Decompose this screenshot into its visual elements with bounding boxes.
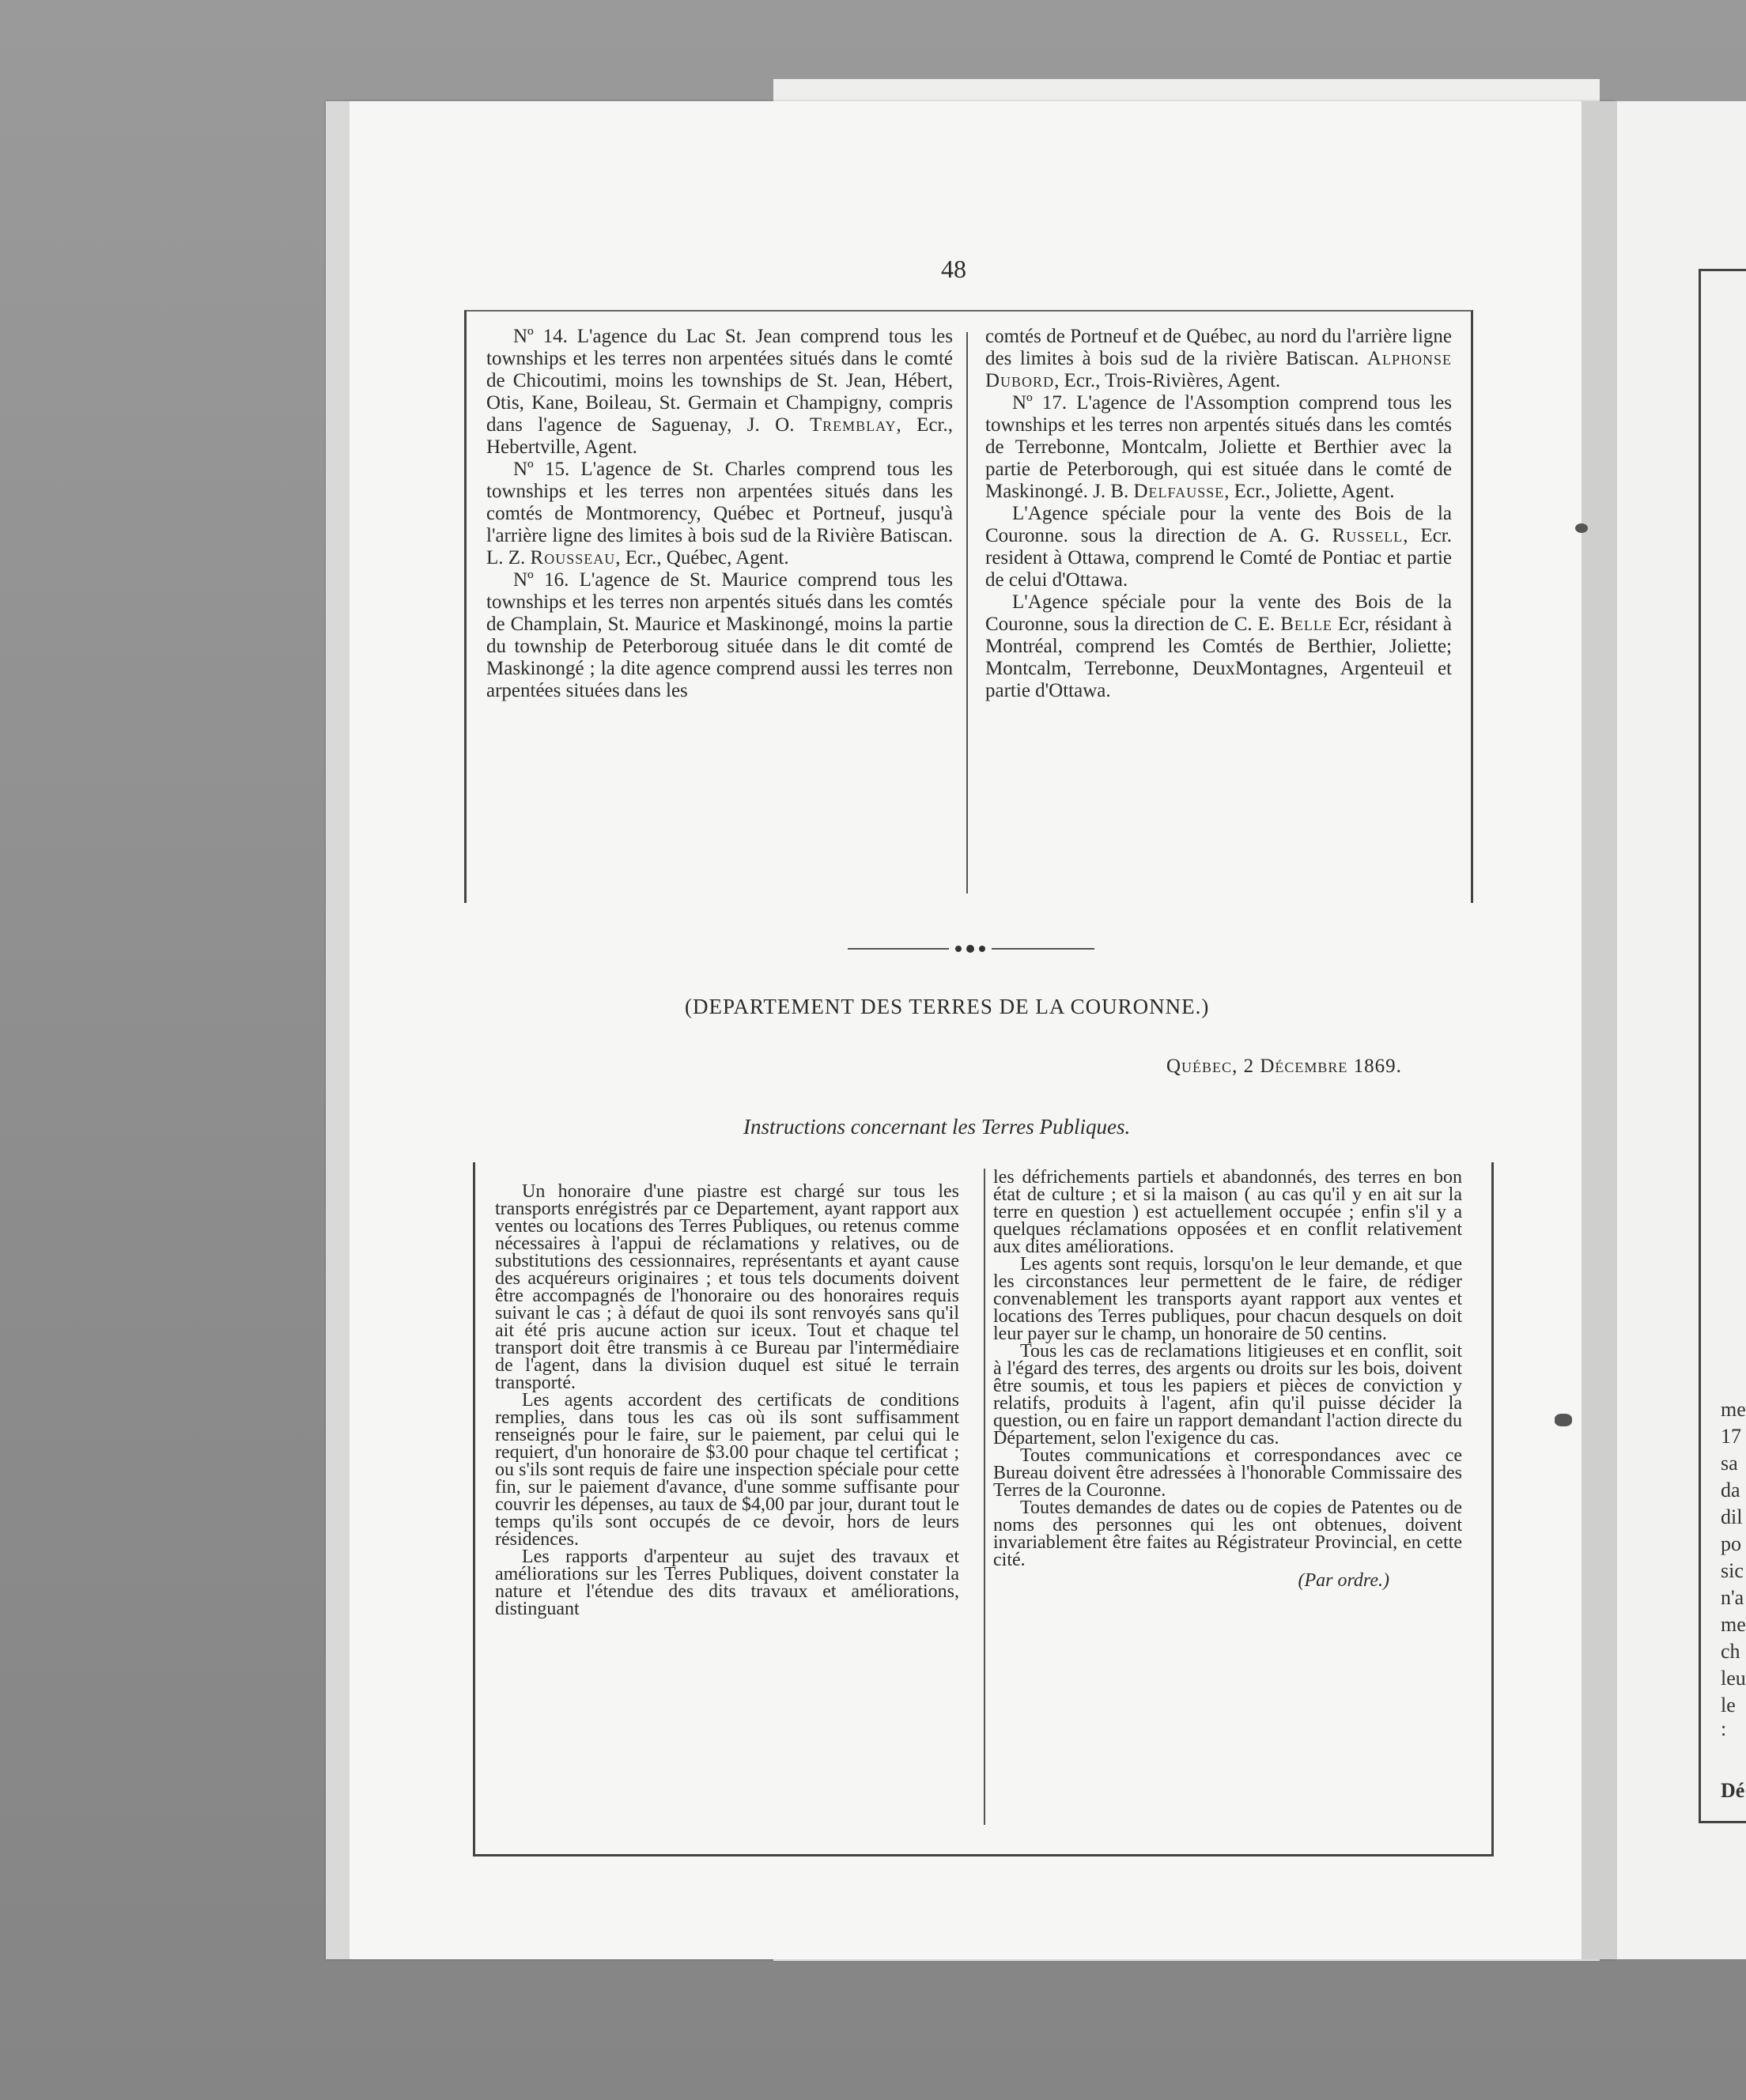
- binding-mark: [1555, 1414, 1572, 1426]
- adjacent-fragment: 17: [1721, 1425, 1741, 1448]
- instruction-paragraph: Toutes communications et correspondances avec ce Bureau doivent être adressées à l'honorable Commissaire des Terres de la Couronne.: [993, 1445, 1462, 1501]
- instruction-paragraph: Un honoraire d'une piastre est chargé sur tous les transports enrégistrés par ce Departement, ayant rapport aux ventes ou locations des Terres Publiques, ou retenus comme nécessaires à l'appui de réclamations y relatives, ou de substitutions des cessionnaires, représentants et ayant cause des acquéreurs originaires ; et tous tels documents doivent être accompagnés de l'honoraire ou des honoraires requis suivant le cas ; à défaut de quoi ils sont renvoyés sans qu'il ait été pris aucune action sur iceux. Tout et chaque tel transport doit être transmis à ce Bureau par l'intermédiaire de l'agent, dans la division duquel est situé le terrain transporté.: [495, 1181, 959, 1393]
- dateline-city: Québec: [1166, 1056, 1233, 1077]
- agency-17: [985, 392, 1452, 503]
- agent-name: Alphonse Dubord: [985, 348, 1452, 391]
- agencies-right-column: [985, 326, 1452, 702]
- ornament-dot: [955, 946, 962, 952]
- column-rule: [984, 1169, 985, 1825]
- ornament-line: [848, 948, 949, 950]
- agency-16-continued: [985, 326, 1452, 392]
- dateline-date: , 2 Décembre 1869.: [1232, 1056, 1402, 1077]
- department-heading: (DEPARTEMENT DES TERRES DE LA COURONNE.): [685, 995, 1210, 1018]
- adjacent-fragment: leu: [1721, 1667, 1746, 1690]
- signature: (Par ordre.): [1298, 1570, 1389, 1591]
- agency-16: Nº 16. L'agence de St. Maurice comprend tous les townships et les terres non arpentés situés dans les comtés de Champlain, St. Maurice et Maskinongé, moins la partie du township de Peterboroug située dans le dit comté de Maskinongé ; la dite agence comprend aussi les terres non arpentées situées dans les: [486, 569, 953, 701]
- dateline: [1166, 1056, 1402, 1078]
- adjacent-fragment: n'a: [1721, 1586, 1744, 1609]
- agent-name: Rousseau: [530, 547, 616, 568]
- adjacent-fragment: da: [1721, 1479, 1740, 1501]
- instruction-paragraph: Toutes demandes de dates ou de copies de Patentes ou de noms des personnes qui les ont obtenues, doivent invariablement être faites au Régistrateur Provincial, en cette cité.: [993, 1498, 1462, 1570]
- adjacent-fragment: ch: [1721, 1640, 1740, 1663]
- page-number: 48: [941, 255, 966, 283]
- instruction-paragraph: Les rapports d'arpenteur au sujet des travaux et améliorations sur les Terres Publiques, doivent constater la nature et l'étendue des dits travaux et améliorations, distinguant: [495, 1547, 959, 1619]
- ornament-line: [992, 948, 1094, 950]
- binding-gutter: [1582, 101, 1617, 1959]
- adjacent-fragment: dil: [1721, 1505, 1743, 1528]
- instruction-paragraph: Les agents accordent des certificats de conditions remplies, dans tous les cas où ils sont suffisamment renseignés pour le faire, sur le paiement, par celui qui le requiert, d'un honoraire de $3.00 pour chaque tel certificat ; ou s'ils sont requis de faire une inspection spéciale pour cette fin, sur le paiement d'avance, d'une somme suffisante pour couvrir les dépenses, au taux de $4,00 par jour, durant tout le temps qu'ils sont occupés de ce devoir, hors de leurs résidences.: [495, 1390, 959, 1550]
- adjacent-fragment: me: [1721, 1398, 1746, 1421]
- page-edge: [326, 101, 350, 1959]
- adjacent-fragment: po: [1721, 1532, 1741, 1555]
- instructions-title: Instructions concernant les Terres Publiques.: [743, 1115, 1131, 1139]
- instructions-right-column: [993, 1169, 1462, 1589]
- agency-text: Nº 14. L'agence du Lac St. Jean comprend tous les townships et les terres non arpentées situés dans le comté de Chicoutimi, moins les townships de St. Jean, Hébert, Otis, Kane, Boileau, St. Germain et Champigny, compris dans l'agence de Saguenay, J. O.: [486, 326, 953, 436]
- agent-name: Russell: [1332, 525, 1404, 546]
- agent-name: Belle: [1280, 614, 1332, 635]
- instruction-paragraph: Tous les cas de reclamations litigieuses et en conflit, soit à l'égard des terres, des argents ou droits sur les bois, doivent être soumis, et tous les papiers et pièces de conviction y relatifs, produits à l'agent, afin qu'il puisse décider la question, ou en faire un rapport demandant l'action directe du Département, selon l'exigence du cas.: [993, 1341, 1462, 1448]
- instructions-left-column: [495, 1183, 959, 1618]
- adjacent-fragment: sic: [1721, 1559, 1744, 1582]
- agency-14: [486, 326, 953, 459]
- agency-text: L'Agence spéciale pour la vente des Bois de la Couronne. sous la direction de A. G.: [985, 503, 1452, 546]
- agencies-left-column: [486, 326, 953, 702]
- special-agency-ottawa: [985, 503, 1452, 591]
- agency-text: , Ecr., Québec, Agent.: [615, 547, 789, 568]
- agency-text: Nº 15. L'agence de St. Charles comprend tous les townships et les terres non arpentées situés dans les comtés de Montmorency, Québec et Portneuf, jusqu'à l'arrière ligne des limites à bois sud de la Rivière Batiscan. L. Z.: [486, 459, 953, 568]
- ornament-dot: [966, 945, 974, 953]
- agency-text: , Ecr., Joliette, Agent.: [1224, 481, 1395, 502]
- agent-name: Tremblay: [809, 414, 897, 436]
- agency-text: Nº 17. L'agence de l'Assomption comprend tous les townships et les terres non arpentés situés dans les comtés de Terrebonne, Montcalm, Joliette et Berthier avec la partie de Peterborough, qui est située dans le comté de Maskinongé. J. B.: [985, 392, 1452, 502]
- agency-text: , Ecr., Hebertville, Agent.: [486, 414, 953, 458]
- agency-text: , Ecr., Trois-Rivières, Agent.: [1054, 370, 1281, 391]
- agency-text: L'Agence spéciale pour la vente des Bois de la Couronne, sous la direction de C. E.: [985, 591, 1452, 635]
- adjacent-fragment: me: [1721, 1613, 1746, 1636]
- agency-15: [486, 459, 953, 569]
- agency-text: , Ecr. resident à Ottawa, comprend le Comté de Pontiac et partie de celui d'Ottawa.: [985, 525, 1452, 591]
- adjacent-fragment: le :: [1721, 1694, 1736, 1740]
- instruction-paragraph: les défrichements partiels et abandonnés, des terres en bon état de culture ; et si la maison ( au cas qu'il y en ait sur la terre en question ) est actuellement occupée ; enfin s'il y a quelques réclamations opposées et en conflit relativement aux dites améliorations.: [993, 1167, 1462, 1257]
- agency-text: Ecr, résidant à Montréal, comprend les Comtés de Berthier, Joliette; Montcalm, Terrebonne, DeuxMontagnes, Argenteuil et partie d'Ottawa.: [985, 614, 1452, 701]
- instruction-paragraph: Les agents sont requis, lorsqu'on le leur demande, et que les circonstances leur permettent de le faire, de rédiger convenablement les transports ayant rapport aux ventes et locations des Terres publiques, pour chacun desquels on doit leur payer sur le champ, un honoraire de 50 centins.: [993, 1254, 1462, 1344]
- adjacent-fragment: Dé: [1721, 1779, 1745, 1802]
- agent-name: Delfausse: [1133, 481, 1225, 502]
- special-agency-montreal: [985, 591, 1452, 702]
- agency-text: comtés de Portneuf et de Québec, au nord du l'arrière ligne des limites à bois sud de la rivière Batiscan.: [985, 326, 1452, 369]
- section-ornament: [848, 943, 1094, 954]
- column-rule: [966, 332, 968, 893]
- ornament-dot: [979, 946, 985, 952]
- binding-mark: [1575, 523, 1588, 533]
- adjacent-fragment: sa: [1721, 1452, 1738, 1475]
